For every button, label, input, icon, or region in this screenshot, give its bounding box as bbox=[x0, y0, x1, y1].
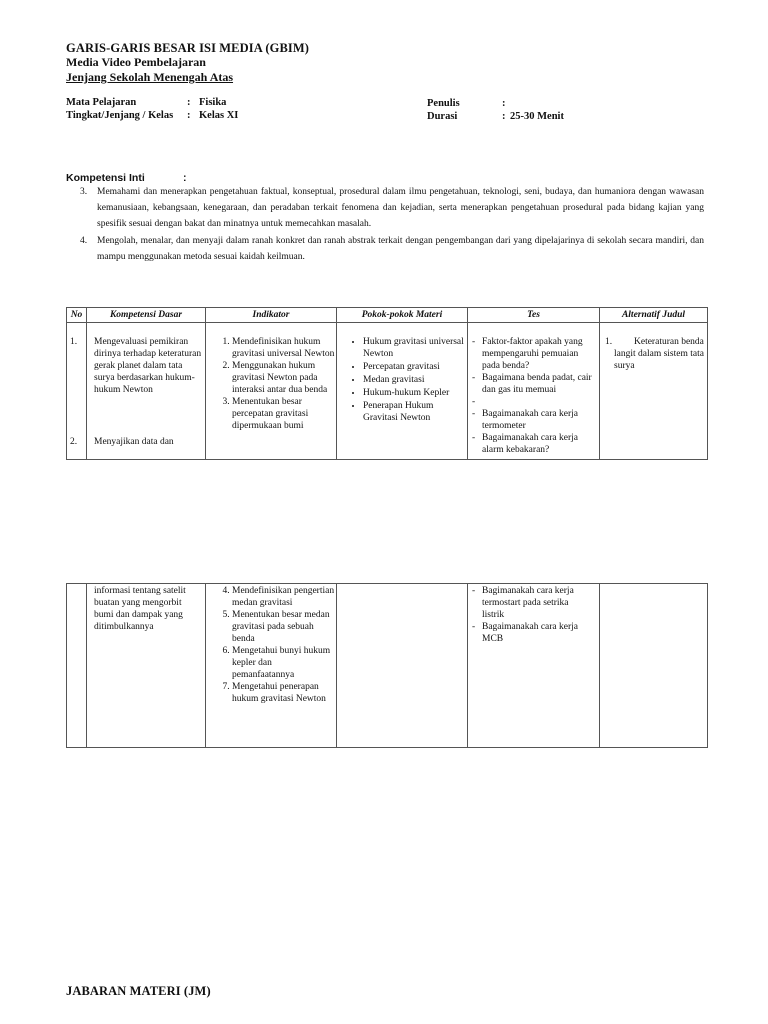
gbim-table-part1 bbox=[66, 307, 708, 460]
pokok-materi-cell bbox=[337, 584, 468, 748]
list-item: - Bagaimana benda padat, cair dan gas itu memuai bbox=[468, 372, 593, 396]
list-item: • Percepatan gravitasi bbox=[363, 361, 467, 373]
list-item: • Penerapan Hukum Gravitasi Newton bbox=[363, 400, 467, 424]
list-item: 1. Mendefinisikan hukum gravitasi universal Newton bbox=[232, 336, 336, 360]
judul-text: Keteraturan benda langit dalam sistem tata surya bbox=[614, 337, 704, 371]
header-tes: Tes bbox=[468, 308, 600, 323]
indikator-cell bbox=[206, 323, 337, 460]
list-item: 7. Mengetahui penerapan hukum gravitasi Newton bbox=[232, 681, 336, 705]
header-pokok-materi: Pokok-pokok Materi bbox=[337, 308, 468, 323]
list-item: - Faktor-faktor apakah yang mempengaruhi pemuaian pada benda? bbox=[468, 336, 593, 372]
grade-value: Kelas XI bbox=[199, 110, 239, 121]
kompetensi-inti-title: Kompetensi Inti bbox=[66, 172, 145, 184]
list-item: 2. Menggunakan hukum gravitasi Newton pada interaksi antar dua benda bbox=[232, 360, 336, 396]
ki-item-3-text: Memahami dan menerapkan pengetahuan faktual, konseptual, prosedural dalam ilmu pengetahuan, teknologi, seni, budaya, dan humaniora dengan wawasan kemanusiaan, kebangsaan, kenegaraan, dan peradaban terkait fenomena dan kejadian, serta menerapkan pengetahuan prosedural pada bidang kajian yang spesifik sesuai dengan bakat dan minatnya untuk memecahkan masalah. bbox=[97, 187, 704, 229]
document-title: GARIS-GARIS BESAR ISI MEDIA (GBIM) bbox=[66, 41, 310, 55]
author-label: Penulis bbox=[427, 98, 460, 109]
pokok-materi-cell bbox=[337, 323, 468, 460]
kd-1-text: Mengevaluasi pemikiran dirinya terhadap keteraturan gerak planet dalam tata surya berdasarkan hukum-hukum Newton bbox=[94, 337, 202, 395]
duration-value: 25-30 Menit bbox=[510, 111, 564, 122]
ki-item-4-number: 4. bbox=[80, 236, 88, 246]
document-subtitle: Media Video Pembelajaran bbox=[66, 55, 206, 69]
duration-colon: : bbox=[502, 111, 506, 122]
list-item: - Bagaimanakah cara kerja MCB bbox=[468, 621, 593, 645]
kompetensi-dasar-cell bbox=[87, 584, 206, 748]
judul-number: 1. bbox=[605, 337, 613, 347]
alternatif-judul-cell bbox=[600, 323, 708, 460]
table-row bbox=[67, 584, 708, 748]
header-kompetensi-dasar: Kompetensi Dasar bbox=[87, 308, 206, 323]
table-header-row bbox=[67, 308, 708, 323]
alternatif-judul-cell bbox=[600, 584, 708, 748]
kd-2-text: Menyajikan data dan bbox=[94, 437, 174, 447]
grade-label: Tingkat/Jenjang / Kelas bbox=[66, 110, 174, 121]
duration-label: Durasi bbox=[427, 111, 458, 122]
document-level: Jenjang Sekolah Menengah Atas bbox=[66, 70, 234, 84]
ki-item-4-text: Mengolah, menalar, dan menyaji dalam ranah konkret dan ranah abstrak terkait dengan pengembangan dari yang dipelajarinya di sekolah secara mandiri, dan mampu menggunakan metoda sesuai kaidah keilmuan. bbox=[97, 236, 704, 262]
list-item: - Bagaimanakah cara kerja termometer bbox=[468, 408, 593, 432]
row-number-2: 2. bbox=[70, 437, 78, 447]
header-indikator: Indikator bbox=[206, 308, 337, 323]
header-alternatif-judul: Alternatif Judul bbox=[600, 308, 708, 323]
list-item: - Bagimanakah cara kerja termostart pada setrika listrik bbox=[468, 585, 593, 621]
kd-2-continued-text: informasi tentang satelit buatan yang mengorbit bumi dan dampak yang ditimbulkannya bbox=[94, 586, 186, 632]
list-spacer bbox=[468, 396, 593, 408]
section-title-jabaran-materi: JABARAN MATERI (JM) bbox=[66, 984, 211, 998]
header-no: No bbox=[67, 308, 87, 323]
indikator-cell bbox=[206, 584, 337, 748]
ki-item-3-number: 3. bbox=[80, 187, 88, 197]
author-colon: : bbox=[502, 98, 506, 109]
subject-label: Mata Pelajaran bbox=[66, 97, 137, 108]
subject-colon: : bbox=[187, 97, 191, 108]
tes-list bbox=[468, 336, 593, 456]
indikator-list bbox=[206, 336, 336, 432]
list-item: 5. Menentukan besar medan gravitasi pada sebuah benda bbox=[232, 609, 336, 645]
subject-value: Fisika bbox=[199, 97, 227, 108]
list-item: 4. Mendefinisikan pengertian medan gravitasi bbox=[232, 585, 336, 609]
indikator-list bbox=[206, 585, 336, 705]
kompetensi-dasar-cell bbox=[87, 323, 206, 460]
gbim-table-part2 bbox=[66, 583, 708, 748]
pokok-materi-list bbox=[337, 336, 467, 424]
list-item: 3. Menentukan besar percepatan gravitasi dipermukaan bumi bbox=[232, 396, 336, 432]
list-item: - Bagaimanakah cara kerja alarm kebakaran? bbox=[468, 432, 593, 456]
tes-list bbox=[468, 585, 593, 645]
list-item: • Hukum gravitasi universal Newton bbox=[363, 336, 467, 360]
row-number-1: 1. bbox=[70, 337, 78, 347]
kompetensi-inti-colon: : bbox=[183, 172, 187, 184]
tes-cell bbox=[468, 584, 600, 748]
grade-colon: : bbox=[187, 110, 191, 121]
table-row bbox=[67, 323, 708, 460]
tes-cell bbox=[468, 323, 600, 460]
list-item: 6. Mengetahui bunyi hukum kepler dan pemanfaatannya bbox=[232, 645, 336, 681]
no-cell bbox=[67, 584, 87, 748]
no-cell bbox=[67, 323, 87, 460]
list-item: • Hukum-hukum Kepler bbox=[363, 387, 467, 399]
list-item: • Medan gravitasi bbox=[363, 374, 467, 386]
